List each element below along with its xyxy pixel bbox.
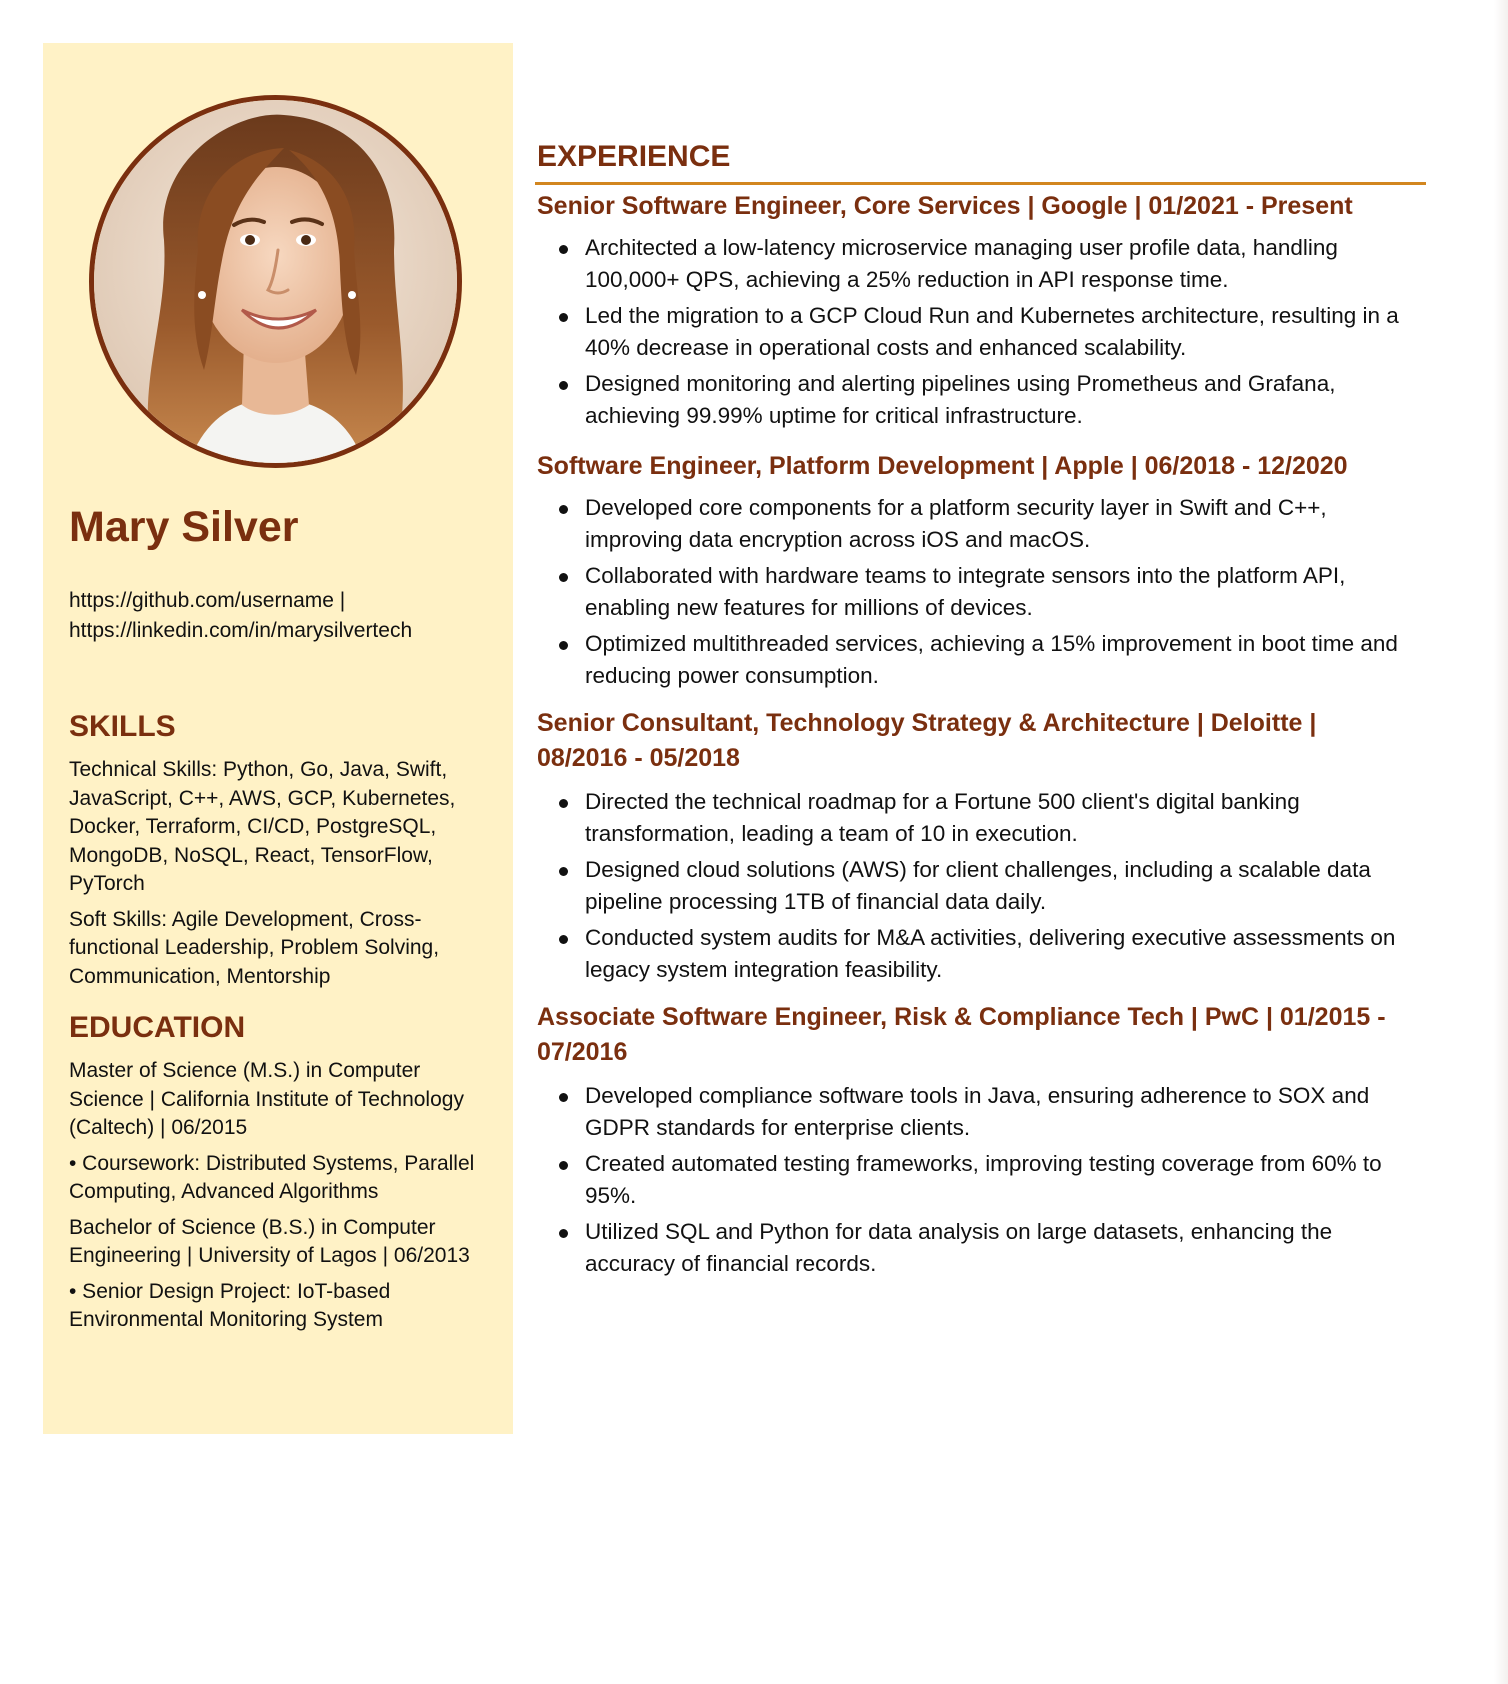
education-degree-ms: Master of Science (M.S.) in Computer Science | California Institute of Technology (Caltech) | 06/2015: [69, 1059, 464, 1139]
education-section: [69, 1057, 494, 1342]
experience-heading: EXPERIENCE: [537, 140, 731, 173]
page-edge-shadow: [1494, 0, 1508, 1684]
education-design-project: • Senior Design Project: IoT-based Environmental Monitoring System: [69, 1279, 391, 1331]
list-item: Created automated testing frameworks, improving testing coverage from 60% to 95%.: [537, 1148, 1427, 1212]
list-item: Architected a low-latency microservice managing user profile data, handling 100,000+ QPS, achieving a 25% reduction in API response time.: [537, 232, 1427, 296]
candidate-name: Mary Silver: [69, 503, 299, 551]
soft-skills: Soft Skills: Agile Development, Cross-functional Leadership, Problem Solving, Communication, Mentorship: [69, 907, 440, 988]
contact-links: [69, 586, 494, 646]
list-item: Designed cloud solutions (AWS) for client challenges, including a scalable data pipeline processing 1TB of financial data daily.: [537, 854, 1427, 918]
job-bullets-apple: [537, 492, 1427, 696]
list-item: Utilized SQL and Python for data analysis on large datasets, enhancing the accuracy of financial records.: [537, 1216, 1427, 1280]
skills-section: [69, 756, 494, 998]
list-item: Developed compliance software tools in Java, ensuring adherence to SOX and GDPR standards for enterprise clients.: [537, 1080, 1427, 1144]
job-title-google: Senior Software Engineer, Core Services | Google | 01/2021 - Present: [537, 192, 1353, 220]
job-bullets-deloitte: [537, 786, 1427, 990]
education-coursework: • Coursework: Distributed Systems, Parallel Computing, Advanced Algorithms: [69, 1151, 475, 1203]
education-degree-bs: Bachelor of Science (B.S.) in Computer Engineering | University of Lagos | 06/2013: [69, 1215, 470, 1267]
github-link[interactable]: https://github.com/username |: [69, 589, 346, 612]
main-content: [537, 0, 1430, 1684]
list-item: Optimized multithreaded services, achieving a 15% improvement in boot time and reducing power consumption.: [537, 628, 1427, 692]
profile-photo: [89, 95, 462, 468]
list-item: Collaborated with hardware teams to integrate sensors into the platform API, enabling new features for millions of devices.: [537, 560, 1427, 624]
job-title-apple: Software Engineer, Platform Development | Apple | 06/2018 - 12/2020: [537, 452, 1348, 480]
list-item: Led the migration to a GCP Cloud Run and Kubernetes architecture, resulting in a 40% decrease in operational costs and enhanced scalability.: [537, 300, 1427, 364]
list-item: Designed monitoring and alerting pipelines using Prometheus and Grafana, achieving 99.99% uptime for critical infrastructure.: [537, 368, 1427, 432]
list-item: Developed core components for a platform security layer in Swift and C++, improving data encryption across iOS and macOS.: [537, 492, 1427, 556]
experience-divider: [535, 182, 1426, 185]
job-bullets-google: [537, 232, 1427, 436]
job-title-deloitte: Senior Consultant, Technology Strategy & Architecture | Deloitte | 08/2016 - 05/2018: [537, 709, 1317, 772]
job-bullets-pwc: [537, 1080, 1427, 1284]
list-item: Directed the technical roadmap for a Fortune 500 client's digital banking transformation, leading a team of 10 in execution.: [537, 786, 1427, 850]
sidebar: [43, 43, 513, 1434]
job-title-pwc: Associate Software Engineer, Risk & Compliance Tech | PwC | 01/2015 - 07/2016: [537, 1003, 1386, 1066]
list-item: Conducted system audits for M&A activities, delivering executive assessments on legacy system integration feasibility.: [537, 922, 1427, 986]
profile-photo-icon: [94, 100, 457, 463]
skills-heading: SKILLS: [69, 710, 176, 743]
technical-skills: Technical Skills: Python, Go, Java, Swift, JavaScript, C++, AWS, GCP, Kubernetes, Docker, Terraform, CI/CD, PostgreSQL, MongoDB, NoSQL, React, TensorFlow, PyTorch: [69, 758, 456, 895]
linkedin-link[interactable]: https://linkedin.com/in/marysilvertech: [69, 619, 413, 642]
education-heading: EDUCATION: [69, 1011, 246, 1044]
